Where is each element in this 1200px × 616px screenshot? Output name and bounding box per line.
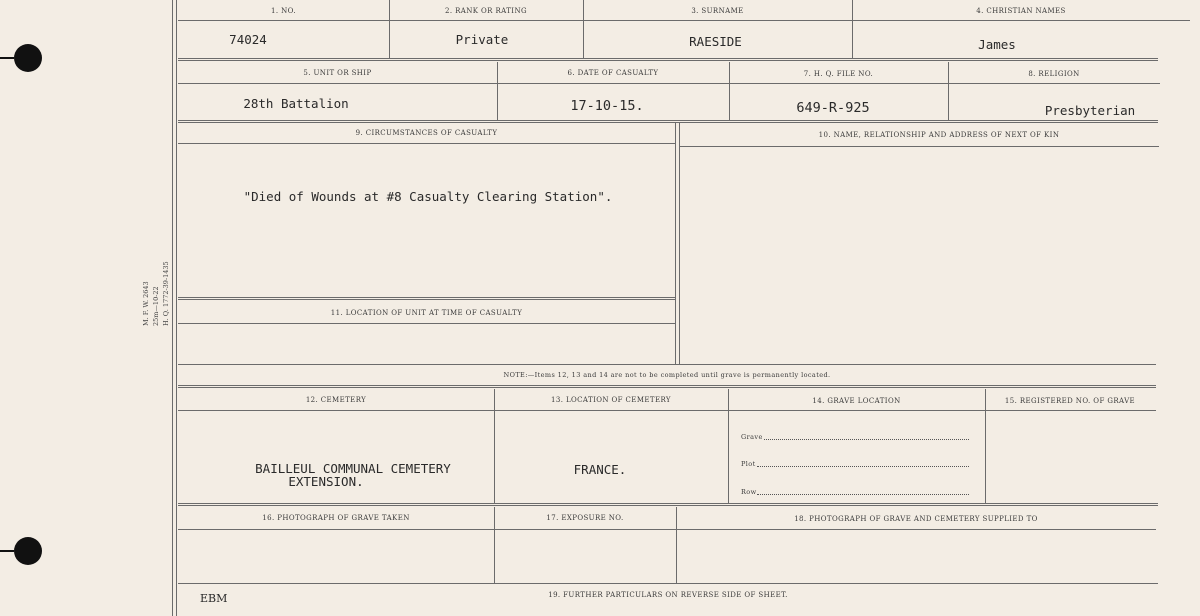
row2-bottom-rule — [178, 120, 1158, 123]
cem-div-1 — [494, 389, 495, 504]
grave-dotted-line — [764, 439, 969, 440]
cem-label-rule — [178, 410, 1156, 411]
label-cemetery: 12. CEMETERY — [305, 396, 367, 404]
label-row: Row — [741, 488, 757, 496]
note-top-rule — [178, 364, 1156, 365]
side-code-1: M. F. W. 2643 — [142, 281, 150, 326]
side-code-3: H. Q. 1772-39-1435 — [162, 261, 170, 326]
label-location-unit: 11. LOCATION OF UNIT AT TIME OF CASUALTY — [330, 309, 523, 317]
left-border-inner — [176, 0, 177, 616]
side-code-2: 25m—10-22 — [152, 286, 160, 326]
initials: EBM — [200, 592, 228, 605]
value-rank: Private — [455, 32, 509, 47]
row-dotted-line — [757, 494, 969, 495]
circ-right-inner — [679, 122, 680, 364]
value-cemetery-line1: BAILLEUL COMMUNAL CEMETERY — [255, 461, 451, 476]
cem-div-3 — [985, 389, 986, 504]
note-bottom-rule — [178, 385, 1156, 388]
note-text: NOTE:—Items 12, 13 and 14 are not to be completed until grave is permanently located. — [503, 371, 831, 379]
row1-bottom-rule — [178, 58, 1158, 61]
cem-bottom-rule — [178, 503, 1158, 506]
value-date-casualty: 17-10-15. — [570, 98, 644, 114]
label-grave-location: 14. GRAVE LOCATION — [812, 397, 901, 405]
label-christian-names: 4. CHRISTIAN NAMES — [976, 7, 1066, 15]
value-surname: RAESIDE — [689, 34, 742, 49]
punch-hole-top — [14, 44, 42, 72]
row2-label-rule — [178, 83, 1160, 84]
label-no: 1. NO. — [271, 7, 296, 15]
photo-bottom-rule — [178, 583, 1158, 584]
loc-unit-label-rule — [178, 323, 675, 324]
label-photo-taken: 16. PHOTOGRAPH OF GRAVE TAKEN — [262, 514, 410, 522]
label-hq-file: 7. H. Q. FILE NO. — [803, 70, 874, 78]
value-religion: Presbyterian — [1044, 103, 1136, 118]
value-christian-names: James — [978, 37, 1016, 52]
label-location-cemetery: 13. LOCATION OF CEMETERY — [551, 396, 671, 404]
label-photo-supplied: 18. PHOTOGRAPH OF GRAVE AND CEMETERY SUPPLIED TO — [794, 515, 1038, 523]
label-circumstances: 9. CIRCUMSTANCES OF CASUALTY — [355, 129, 498, 137]
plot-dotted-line — [757, 466, 969, 467]
row1-label-rule — [178, 20, 1190, 21]
value-location-cemetery: FRANCE. — [573, 462, 627, 477]
label-next-of-kin: 10. NAME, RELATIONSHIP AND ADDRESS OF NEXT OF KIN — [818, 131, 1060, 139]
cem-div-2 — [728, 389, 729, 504]
label-grave: Grave — [741, 433, 763, 441]
loc-unit-top-rule — [178, 297, 675, 300]
punch-hole-top-tick — [0, 57, 14, 59]
label-registered-no: 15. REGISTERED NO. OF GRAVE — [1004, 397, 1136, 405]
kin-label-rule — [679, 146, 1159, 147]
circ-label-rule — [178, 143, 675, 144]
label-date-casualty: 6. DATE OF CASUALTY — [567, 69, 659, 77]
label-unit: 5. UNIT OR SHIP — [303, 69, 372, 77]
left-border-outer — [172, 0, 173, 616]
value-hq-file: 649-R-925 — [796, 100, 870, 116]
value-no: 74024 — [229, 32, 267, 47]
punch-hole-bottom-tick — [0, 550, 14, 552]
circ-right-outer — [675, 122, 676, 364]
label-rank: 2. RANK OR RATING — [445, 7, 527, 15]
punch-hole-bottom — [14, 537, 42, 565]
value-unit: 28th Battalion — [243, 96, 349, 111]
value-circumstances: "Died of Wounds at #8 Casualty Clearing Station". — [243, 189, 613, 204]
label-religion: 8. RELIGION — [1028, 70, 1080, 78]
label-plot: Plot — [741, 460, 756, 468]
label-exposure: 17. EXPOSURE NO. — [546, 514, 624, 522]
photo-label-rule — [178, 529, 1156, 530]
value-cemetery-line2: EXTENSION. — [288, 474, 364, 489]
label-further-particulars: 19. FURTHER PARTICULARS ON REVERSE SIDE OF SHEET. — [548, 591, 788, 599]
label-surname: 3. SURNAME — [691, 7, 744, 15]
